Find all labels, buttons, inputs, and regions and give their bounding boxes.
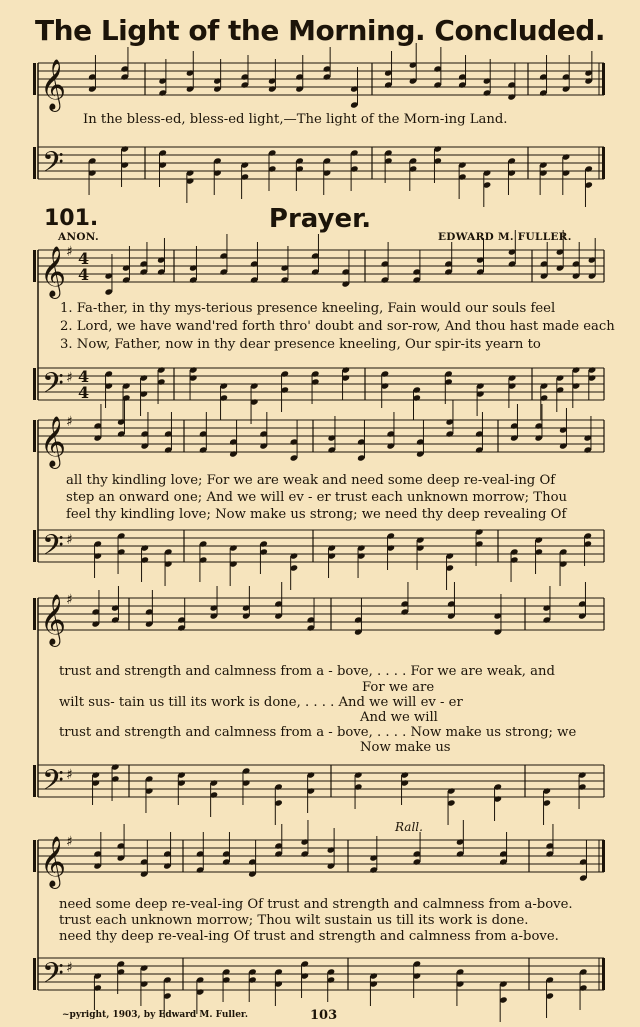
key-sharp: ♯ xyxy=(66,834,73,850)
key-sharp: ♯ xyxy=(66,414,73,430)
treble-clef: 𝄞 xyxy=(40,59,67,110)
verse-3-line-1: 3. Now, Father, now in thy dear presence kneeling, Our spir-its yearn to xyxy=(60,337,541,352)
verse-2-echo: And we will xyxy=(360,710,438,725)
final-barline-thick xyxy=(602,147,605,179)
bass-clef: 𝄢 xyxy=(42,529,64,569)
verse-3-echo: Now make us xyxy=(360,740,451,755)
verse-2-line-3: wilt sus- tain us till its work is done, . . . . And we will ev - er xyxy=(59,695,463,710)
verse-1-line-3: trust and strength and calmness from a - bove, . . . . For we are weak, and xyxy=(59,664,555,679)
verse-3-line-3: trust and strength and calmness from a - bove, . . . . Now make us strong; we xyxy=(59,725,577,740)
bass-clef: 𝄢 xyxy=(42,764,64,804)
bass-clef: 𝄢 xyxy=(42,957,64,997)
verse-3-line-4: need thy deep re-veal-ing Of trust and strength and calmness from a-bove. xyxy=(59,929,559,944)
brace-bass xyxy=(33,765,36,797)
hymn-number: 101. xyxy=(44,206,99,231)
verse-3-line-2: feel thy kindling love; Now make us strong; we need thy deep revealing Of xyxy=(66,507,567,522)
words-credit: ANON. xyxy=(58,231,99,243)
treble-clef: 𝄞 xyxy=(40,594,67,645)
brace-bass xyxy=(33,530,36,562)
key-sharp: ♯ xyxy=(66,370,73,386)
bass-clef: 𝄢 xyxy=(42,367,64,407)
brace-bass xyxy=(33,147,36,179)
verse-2-line-2: step an onward one; And we will ev - er trust each unknown morrow; Thou xyxy=(66,490,568,505)
brace-treble xyxy=(33,598,36,630)
time-signature-digit: 4 xyxy=(78,383,90,402)
music-credit: EDWARD M. FULLER. xyxy=(438,231,572,243)
key-sharp: ♯ xyxy=(66,767,73,783)
brace-bass xyxy=(33,958,36,990)
tempo-rall: Rall. xyxy=(395,820,423,834)
verse-1-echo: For we are xyxy=(362,680,435,695)
final-barline-thick xyxy=(602,840,605,872)
key-sharp: ♯ xyxy=(66,532,73,548)
brace-treble xyxy=(33,63,36,95)
brace-treble xyxy=(33,840,36,872)
copyright-notice: ~pyright, 1903, by Edward M. Fuller. xyxy=(62,1010,248,1020)
time-signature-digit: 4 xyxy=(78,367,90,386)
page-number: 103 xyxy=(310,1008,338,1023)
hymn-title: Prayer. xyxy=(268,204,372,234)
final-barline-thick xyxy=(602,958,605,990)
brace-treble xyxy=(33,250,36,282)
verse-2-line-4: trust each unknown morrow; Thou wilt sustain us till its work is done. xyxy=(59,913,529,928)
bass-clef: 𝄢 xyxy=(42,146,64,186)
key-sharp: ♯ xyxy=(66,592,73,608)
treble-clef: 𝄞 xyxy=(40,416,67,467)
verse-1-line-2: all thy kindling love; For we are weak and need some deep re-veal-ing Of xyxy=(66,473,556,488)
previous-hymn-title: The Light of the Morning. Concluded. xyxy=(35,14,605,47)
final-barline-thick xyxy=(602,63,605,95)
verse-1-line-4: need some deep re-veal-ing Of trust and strength and calmness from a-bove. xyxy=(59,897,573,912)
verse-1-line-1: 1. Fa-ther, in thy mys-terious presence kneeling, Fain would our souls feel xyxy=(60,301,556,316)
previous-hymn-lyric: In the bless-ed, bless-ed light,—The light of the Morn-ing Land. xyxy=(83,112,508,127)
verse-2-line-1: 2. Lord, we have wand'red forth thro' doubt and sor-row, And thou hast made each xyxy=(60,319,615,334)
brace-treble xyxy=(33,420,36,452)
time-signature-digit: 4 xyxy=(78,249,90,268)
brace-bass xyxy=(33,368,36,400)
time-signature-digit: 4 xyxy=(78,265,90,284)
treble-clef: 𝄞 xyxy=(40,836,67,887)
key-sharp: ♯ xyxy=(66,960,73,976)
key-sharp: ♯ xyxy=(66,244,73,260)
treble-clef: 𝄞 xyxy=(40,246,67,297)
